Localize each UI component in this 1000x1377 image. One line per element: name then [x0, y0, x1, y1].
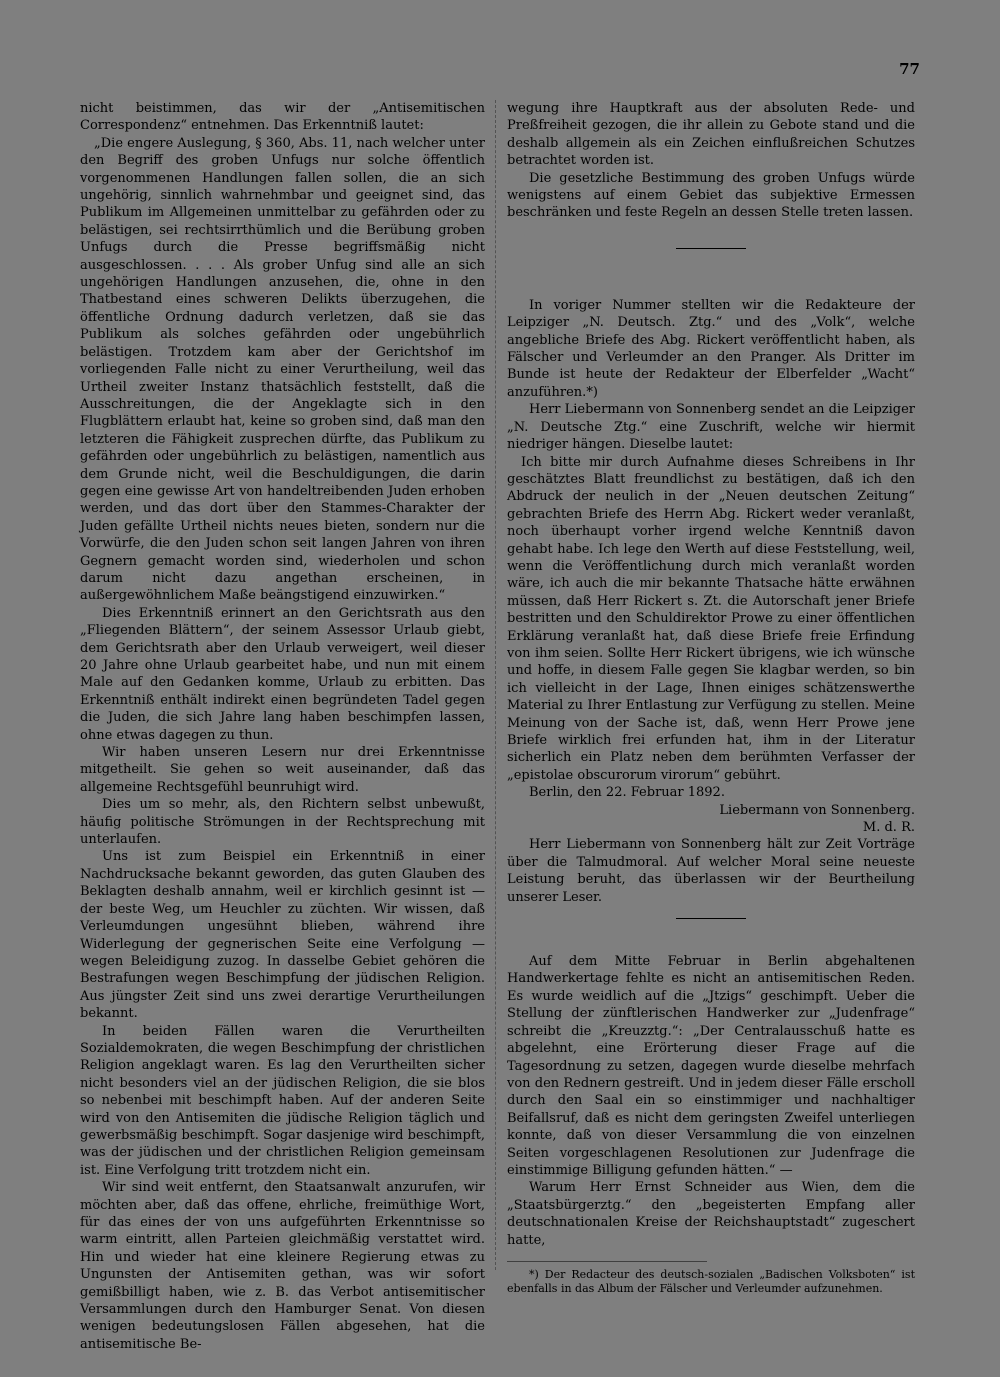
letter-signature-title: M. d. R. [862, 820, 915, 836]
left-paragraph-6: Uns ist zum Beispiel ein Erkenntniß in einer Nachdrucksache bekannt geworden, das guten Glauben des Beklagten deshalb annahm, weil er kirchlich gesinnt ist — der beste Weg, um Heuchler zu züchten. Wir wissen, daß Verleumdungen ungesühnt blieben, während ihre Widerlegung der gegnerischen Seite eine Verfolgung — wegen Beleidigung zuzog. In dasselbe Gebiet gehören die Bestrafungen wegen Beschimpfung der jüdischen Religion. Aus jüngster Zeit sind uns zwei derartige Verurtheilungen bekannt. [80, 849, 485, 1022]
right-paragraph-4: Herr Liebermann von Sonnenberg sendet an die Leipziger „N. Deutsche Ztg.“ eine Zuschrift, welche wir hiermit niedriger hängen. Dieselbe lautet: [507, 402, 915, 453]
left-paragraph-1: nicht beistimmen, das wir der „Antisemitischen Correspondenz“ entnehmen. Das Erkenntniß lautet: [80, 101, 485, 134]
right-paragraph-7: Auf dem Mitte Februar in Berlin abgehaltenen Handwerkertage fehlte es nicht an antisemitischen Reden. Es wurde weidlich auf die „Jtzigs“ geschimpft. Ueber die Stellung der zünftlerischen Handwerker zur „Judenfrage“ schreibt die „Kreuzztg.“: „Der Centralausschuß hatte es abgelehnt, eine Erörterung dieser Frage auf die Tagesordnung zu setzen, dagegen wurde dieselbe mehrfach von den Rednern gestreift. Und in jedem dieser Fälle erscholl durch den Saal ein so einstimmiger und nachhaltiger Beifallsruf, daß es nicht dem geringsten Zweifel unterliegen konnte, daß von dieser Versammlung die von einzelnen Seiten vorgeschlagenen Resolutionen zur Judenfrage die einstimmige Billigung gefunden hätten.“ — [507, 954, 915, 1178]
right-paragraph-8: Warum Herr Ernst Schneider aus Wien, dem die „Staatsbürgerztg.“ den „begeisterten Empfang aller deutschnationalen Kreise der Reichshauptstadt“ zugeschert hatte, [507, 1180, 915, 1248]
right-paragraph-3: In voriger Nummer stellten wir die Redakteure der Leipziger „N. Deutsch. Ztg.“ und des „Volk“, welche angebliche Briefe des Abg. Rickert veröffentlicht haben, als Fälscher und Verleumder an den Pranger. Als Dritter im Bunde ist heute der Redakteur der Elberfelder „Wacht“ anzuführen.*) [507, 297, 915, 400]
left-paragraph-3: Dies Erkenntniß erinnert an den Gerichtsrath aus den „Fliegenden Blättern“, der seinem Assessor Urlaub giebt, dem Gerichtsrath aber den Urlaub verweigert, weil dieser 20 Jahre ohne Urlaub gearbeitet habe, und nun mit einem Male auf den Gedanken komme, Urlaub zu erbitten. Das Erkenntniß enthält indirekt einen begründeten Tadel gegen die Juden, die sich Jahre lang haben beschimpfen lassen, ohne etwas dagegen zu thun. [80, 605, 485, 743]
page-number: 77 [899, 60, 920, 78]
right-paragraph-2: Die gesetzliche Bestimmung des groben Unfugs würde wenigstens auf einem Gebiet das subjektive Ermessen beschränken und feste Regeln an dessen Stelle treten lassen. [507, 170, 915, 221]
column-divider [495, 100, 496, 1270]
letter-signature: Liebermann von Sonnenberg. [719, 802, 915, 818]
letter-quote: Ich bitte mir durch Aufnahme dieses Schreibens in Ihr geschätztes Blatt freundlichst zu bestätigen, daß ich den Abdruck der neulich in der „Neuen deutschen Zeitung“ gebrachten Briefe des Herrn Abg. Rickert weder veranlaßt, noch überhaupt vorher irgend welche Kenntniß davon gehabt habe. Ich lege den Werth auf diese Feststellung, weil, wenn die Veröffentlichung durch mich veranlaßt worden wäre, ich auch die mir bekannte Thatsache hätte erwähnen müssen, daß Herr Rickert s. Zt. die Autorschaft jener Briefe bestritten und den Schuldirektor Prowe zu einer öffentlichen Erklärung veranlaßt hat, daß diese Briefe freie Erfindung von ihm seien. Sollte Herr Rickert übrigens, wie ich wünsche und hoffe, in diesem Falle gegen Sie klagbar werden, so bin ich vielleicht in der Lage, Ihnen einiges schätzenswerthe Material zu Ihrer Entlastung zur Verfügung zu stellen. Meine Meinung von der Sache ist, daß, wenn Herr Prowe jene Briefe wirklich frei erfunden hat, ihm in der Literatur sicherlich ein Platz neben dem berühmten Verfasser der „epistolae obscurorum virorum“ gebührt. [507, 454, 915, 783]
left-column [80, 100, 485, 1353]
section-separator [676, 918, 746, 919]
left-paragraph-5: Dies um so mehr, als, den Richtern selbst unbewußt, häufig politische Strömungen in der Rechtsprechung mit unterlaufen. [80, 797, 485, 848]
letter-dateline: Berlin, den 22. Februar 1892. [529, 785, 725, 801]
left-paragraph-8: Wir sind weit entfernt, den Staatsanwalt anzurufen, wir möchten aber, daß das offene, ehrliche, freimüthige Wort, für das eines der von uns aufgeführten Erkenntnisse so warm eintritt, allen Parteien gleichmäßig verstattet wird. Hin und wieder hat eine kleinere Regierung etwas zu Ungunsten der Antisemiten gethan, was wir sofort gemißbilligt haben, wie z. B. das Verbot antisemitischer Versammlungen durch den Hamburger Senat. Von diesen wenigen bedeutungslosen Fällen abgesehen, hat die antisemitische Be- [80, 1180, 485, 1352]
right-column [507, 100, 915, 1296]
left-paragraph-7: In beiden Fällen waren die Verurtheilten Sozialdemokraten, die wegen Beschimpfung der christlichen Religion angeklagt waren. Es lag den Verurtheilten sicher nicht besonders viel an der jüdischen Religion, die sie blos so nebenbei mit beschimpft haben. Auf der anderen Seite wird von den Antisemiten die jüdische Religion täglich und gewerbsmäßig beschimpft. Sogar dasjenige wird beschimpft, was der jüdischen und der christlichen Religion gemeinsam ist. Eine Verfolgung tritt trotzdem nicht ein. [80, 1023, 485, 1178]
footnote: *) Der Redacteur des deutsch-sozialen „Badischen Volksboten“ ist ebenfalls in das Album der Fälscher und Verleumder aufzunehmen. [507, 1267, 915, 1295]
right-paragraph-6: Herr Liebermann von Sonnenberg hält zur Zeit Vorträge über die Talmudmoral. Auf welcher Moral seine neueste Leistung beruht, das überlassen wir der Beurtheilung unserer Leser. [507, 837, 915, 905]
section-separator [676, 248, 746, 249]
footnote-rule [507, 1261, 707, 1262]
court-ruling-quote: „Die engere Auslegung, § 360, Abs. 11, nach welcher unter den Begriff des groben Unfugs nur solche öffentlich vorgenommenen Handlungen fallen sollen, die an sich ungehörig, sinnlich wahrnehmbar und geeignet sind, das Publikum im Allgemeinen unmittelbar zu gefährden oder zu belästigen, sei rechtsirrthümlich und die Berübung groben Unfugs durch die Presse begriffsmäßig nicht ausgeschlossen. . . . Als grober Unfug sind alle an sich ungehörigen Handlungen anzusehen, die, ohne in den Thatbestand eines schweren Delikts überzugehen, die öffentliche Ordnung dadurch verletzen, daß sie das Publikum als solches gefährden oder ungebührlich belästigen. Trotzdem kam aber der Gerichtshof im vorliegenden Falle nicht zu einer Verurtheilung, weil das Urtheil zweiter Instanz thatsächlich feststellt, daß die Ausschreitungen, die der Angeklagte sich in den Flugblättern erlaubt hat, keine so groben sind, daß man den letzteren die Fähigkeit zusprechen dürfte, das Publikum zu gefährden oder ungebührlich zu belästigen, namentlich aus dem Grunde nicht, weil die Beschuldigungen, die darin gegen eine gewisse Art von handeltreibenden Juden erhoben werden, und das dort über den Stammes-Charakter der Juden gefällte Urtheil nichts neues bieten, sondern nur die Vorwürfe, die den Juden schon seit langen Jahren von ihren Gegnern gemacht worden sind, wiederholen und schon darum nicht dazu angethan erscheinen, in außergewöhnlichem Maße beängstigend einzuwirken.“ [80, 135, 485, 604]
left-paragraph-4: Wir haben unseren Lesern nur drei Erkenntnisse mitgetheilt. Sie gehen so weit auseinander, daß das allgemeine Rechtsgefühl beunruhigt wird. [80, 745, 485, 795]
right-paragraph-1: wegung ihre Hauptkraft aus der absoluten Rede- und Preßfreiheit gezogen, die ihr allein zu Gebote stand und die deshalb allgemein als ein Zeichen einflußreichen Schutzes betrachtet worden ist. [507, 101, 915, 169]
